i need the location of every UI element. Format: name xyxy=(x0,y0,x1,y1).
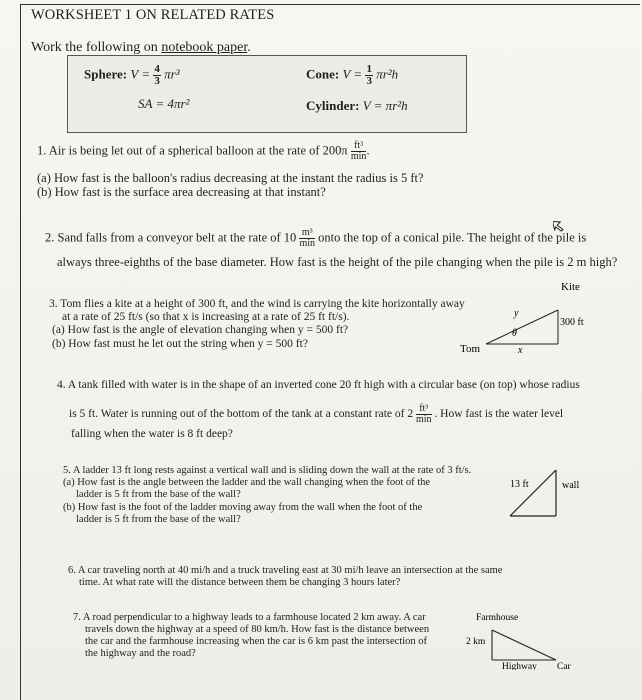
problem-4-line-2-end: . How fast is the water level xyxy=(434,408,564,421)
cone-coef-den: 3 xyxy=(366,75,372,87)
worksheet-title: WORKSHEET 1 ON RELATED RATES xyxy=(31,7,275,23)
wall-label: wall xyxy=(562,480,580,491)
kite-theta-label: θ xyxy=(512,328,517,339)
problem-1-lead-text: 1. Air is being let out of a spherical balloon at the rate of 200π xyxy=(37,143,348,158)
ladder-length-label: 13 ft xyxy=(510,479,529,490)
problem-2-rate-den: min xyxy=(299,238,315,249)
farmhouse-diagram xyxy=(464,608,584,670)
problem-2-rest: onto the top of a conical pile. The height of the pile is xyxy=(318,230,587,245)
problem-7-line-4: the highway and the road? xyxy=(85,648,196,659)
cone-volume-lhs: V = xyxy=(342,66,363,82)
problem-5-line-1: 5. A ladder 13 ft long rests against a vertical wall and is sliding down the wall at the rate of 3 ft/s. xyxy=(63,465,472,476)
cylinder-formula-text: V = πr²h xyxy=(362,98,408,113)
problem-4-rate-den: min xyxy=(415,414,432,425)
kite-diagram xyxy=(450,282,600,354)
top-rule xyxy=(20,4,640,5)
sphere-area-text: SA = 4πr² xyxy=(138,96,190,111)
problem-2-lead-text: 2. Sand falls from a conveyor belt at the rate of 10 xyxy=(45,230,297,245)
problem-2-rate-num: m³ xyxy=(299,228,315,239)
cone-coef-num: 1 xyxy=(366,63,372,75)
kite-y-label: y xyxy=(514,308,519,319)
cylinder-volume-formula xyxy=(306,98,408,114)
problem-3-part-b: (b) How fast must he let out the string when y = 500 ft? xyxy=(52,338,308,350)
sphere-volume-rhs: πr³ xyxy=(164,66,180,82)
kite-tom-label: Tom xyxy=(460,343,481,354)
cone-label: Cone: xyxy=(306,66,340,82)
sphere-volume-coefficient xyxy=(153,64,161,87)
problem-3-line-1: 3. Tom flies a kite at a height of 300 ft, and the wind is carrying the kite horizontally away xyxy=(49,298,465,310)
problem-4-rate xyxy=(416,404,432,425)
cone-volume-formula xyxy=(306,64,398,87)
problem-1-part-a: (a) How fast is the balloon's radius decreasing at the instant the radius is 5 ft? xyxy=(37,171,424,185)
problem-5-part-a-2: ladder is 5 ft from the base of the wall? xyxy=(76,489,241,500)
cone-volume-rhs: πr²h xyxy=(376,66,399,82)
problem-4-line-3: falling when the water is 8 ft deep? xyxy=(71,428,233,440)
problem-6-line-1: 6. A car traveling north at 40 mi/h and a truck traveling east at 30 mi/h leave an intersection at the same xyxy=(68,565,503,576)
problem-7-line-2: travels down the highway at a speed of 80 km/h. How fast is the distance between xyxy=(85,624,430,635)
sphere-area-formula xyxy=(138,96,189,112)
distance-line xyxy=(492,630,556,660)
ladder-diagram xyxy=(498,462,598,520)
problem-4-line-2-lead: is 5 ft. Water is running out of the bottom of the tank at a constant rate of 2 xyxy=(69,408,414,421)
left-rule xyxy=(20,4,21,700)
problem-1-part-b: (b) How fast is the surface area decreasing at that instant? xyxy=(37,185,326,199)
problem-1-rate-end: . xyxy=(366,143,370,158)
problem-3-part-a: (a) How fast is the angle of elevation changing when y = 500 ft? xyxy=(52,324,349,336)
problem-7-line-1: 7. A road perpendicular to a highway leads to a farmhouse located 2 km away. A car xyxy=(73,612,426,623)
problem-2-rate xyxy=(299,228,315,249)
problem-2-lead xyxy=(45,228,586,249)
problem-5-part-a-1: (a) How fast is the angle between the ladder and the wall changing when the foot of the xyxy=(63,477,431,488)
car-label: Car xyxy=(557,662,571,670)
sphere-volume-lhs: V = xyxy=(130,66,151,82)
problem-5-part-b-2: ladder is 5 ft from the base of the wall? xyxy=(76,514,241,525)
sphere-coef-den: 3 xyxy=(154,75,160,87)
problem-4-rate-num: ft³ xyxy=(416,404,432,415)
kite-x-label: x xyxy=(518,345,523,354)
sphere-coef-num: 4 xyxy=(154,63,160,75)
ladder-line xyxy=(510,470,556,516)
sphere-volume-formula xyxy=(84,64,180,87)
highway-label: Highway xyxy=(502,662,537,670)
cone-volume-coefficient xyxy=(365,64,373,87)
problem-1-rate-num: ft³ xyxy=(351,141,367,152)
problem-1-rate xyxy=(350,140,370,162)
road-length-label: 2 km xyxy=(466,637,486,647)
farmhouse-label: Farmhouse xyxy=(476,613,519,623)
instruction-underlined: notebook paper xyxy=(161,40,248,55)
problem-6-line-2: time. At what rate will the distance between them be changing 3 hours later? xyxy=(79,577,401,588)
instruction xyxy=(31,40,251,56)
problem-5-part-b-1: (b) How fast is the foot of the ladder moving away from the wall when the foot of the xyxy=(63,502,423,513)
problem-2-line-2: always three-eighths of the base diameter. How fast is the height of the pile changing when the pile is 2 m high? xyxy=(57,255,618,269)
problem-1-rate-den: min xyxy=(350,151,367,162)
sphere-label: Sphere: xyxy=(84,66,128,82)
instruction-prefix: Work the following on xyxy=(31,40,162,55)
kite-string-line xyxy=(486,310,558,344)
problem-7-line-3: the car and the farmhouse increasing when the car is 6 km past the intersection of xyxy=(85,636,428,647)
kite-label: Kite xyxy=(561,282,580,293)
problem-4-line-2 xyxy=(69,404,563,425)
problem-1-lead xyxy=(37,141,370,162)
cylinder-label: Cylinder: xyxy=(306,98,360,113)
problem-4-line-1: 4. A tank filled with water is in the shape of an inverted cone 20 ft high with a circular base (on top) whose radius xyxy=(57,379,580,391)
kite-height-label: 300 ft xyxy=(560,317,584,328)
problem-3-line-2: at a rate of 25 ft/s (so that x is increasing at a rate of 25 ft ft/s). xyxy=(62,311,350,323)
instruction-suffix: . xyxy=(247,40,251,55)
